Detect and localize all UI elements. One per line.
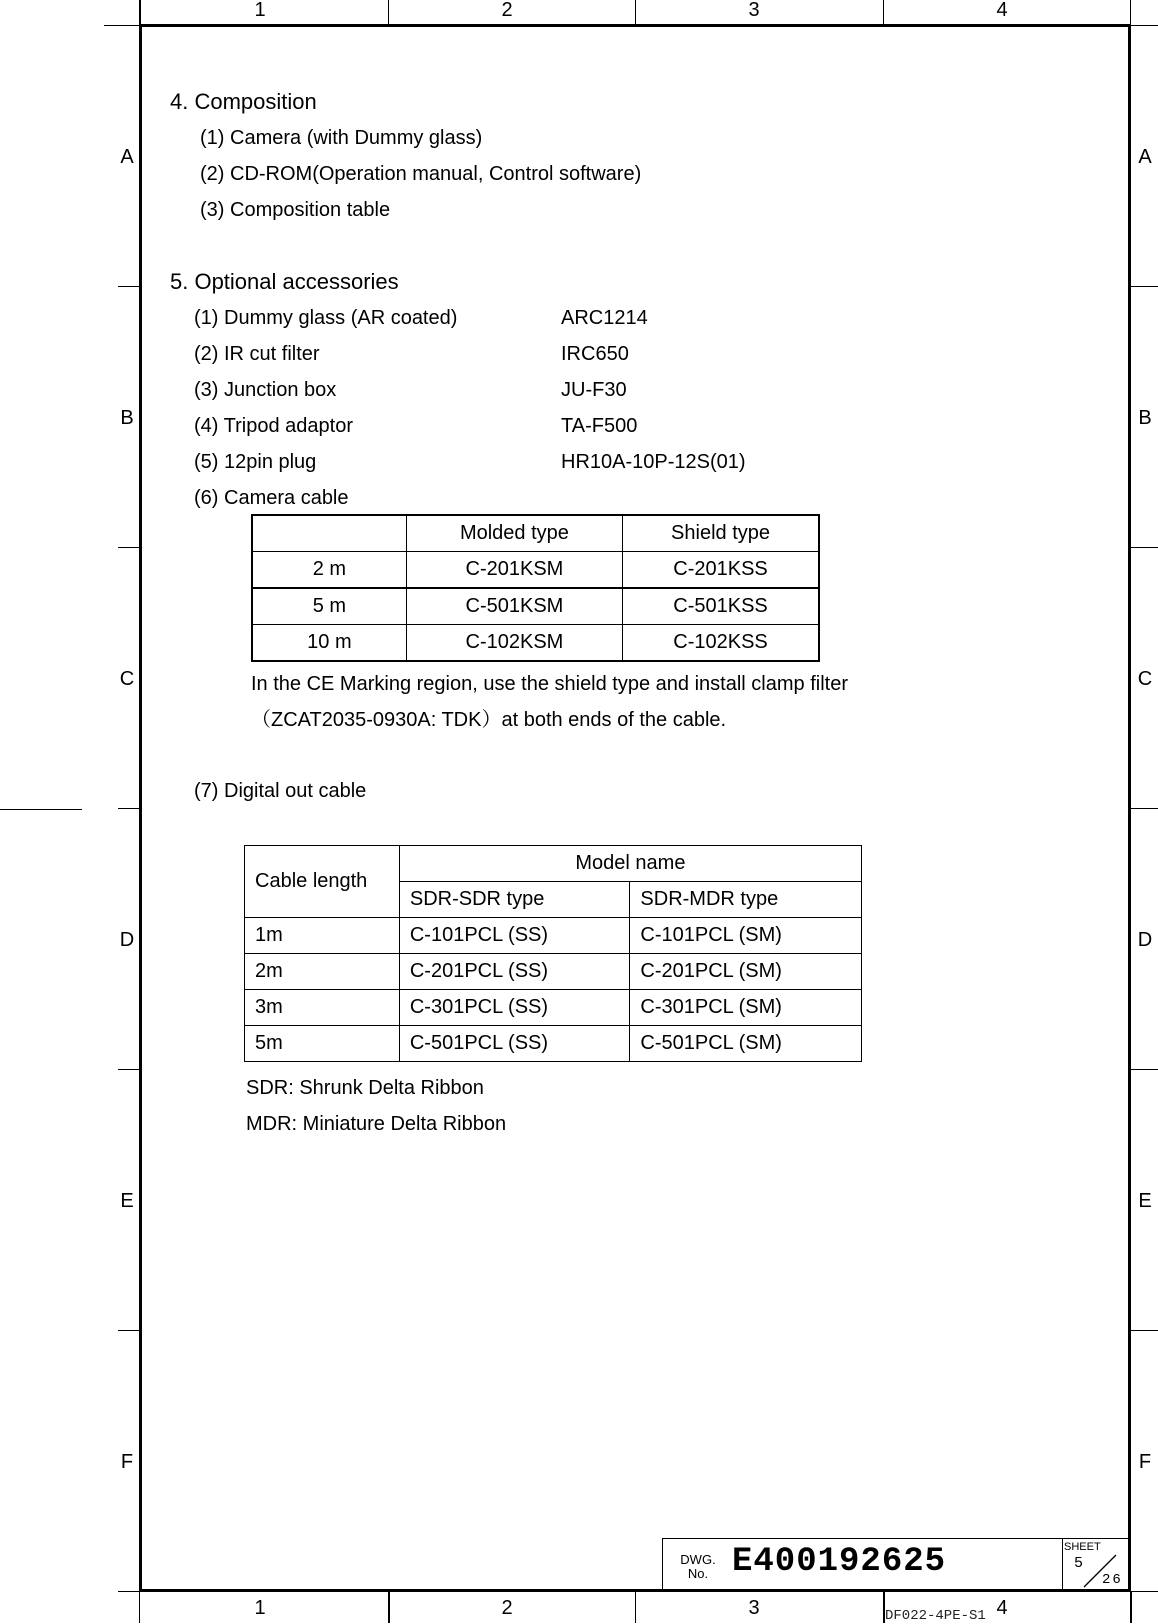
accessory-model-5: HR10A-10P-12S(01) <box>561 451 746 473</box>
ruler-tick <box>118 286 139 287</box>
ruler-tick <box>388 0 389 24</box>
table-group-header: Model name <box>399 846 861 882</box>
table-cell: 2 m <box>252 552 406 589</box>
ruler-tick <box>1130 0 1131 24</box>
sheet-total: 26 <box>1102 1572 1123 1588</box>
camera-cable-table <box>251 514 820 662</box>
table-row <box>245 1026 862 1062</box>
table-header-cell <box>252 515 406 552</box>
table-cell: C-102KSS <box>623 625 819 662</box>
table-cell: C-301PCL (SS) <box>399 990 630 1026</box>
table-header-row <box>245 846 862 882</box>
ruler-tick <box>118 1591 139 1592</box>
accessory-label-6: (6) Camera cable <box>194 487 349 509</box>
row-label-d: D <box>119 929 135 951</box>
row-label-d-right: D <box>1137 929 1153 951</box>
fold-mark <box>0 809 82 810</box>
table-cell: C-201PCL (SS) <box>399 954 630 990</box>
table-cell: 1m <box>245 918 400 954</box>
table-cell: C-102KSM <box>406 625 622 662</box>
table-cell: 3m <box>245 990 400 1026</box>
table-row <box>245 990 862 1026</box>
row-label-e: E <box>120 1190 134 1212</box>
column-label-2: 2 <box>501 0 513 21</box>
accessory-label-5: (5) 12pin plug <box>194 451 317 473</box>
accessory-model-4: TA-F500 <box>561 415 638 437</box>
row-label-f-right: F <box>1138 1451 1152 1473</box>
accessory-label-2: (2) IR cut filter <box>194 343 320 365</box>
ruler-tick <box>1131 808 1158 809</box>
ruler-tick <box>139 1592 140 1623</box>
sheet-current: 5 <box>1074 1555 1084 1572</box>
ce-note-line-1: In the CE Marking region, use the shield type and install clamp filter <box>251 673 848 695</box>
column-label-1-bottom: 1 <box>254 1597 266 1619</box>
table-cell: 5 m <box>252 588 406 625</box>
table-cell: C-201KSS <box>623 552 819 589</box>
digital-cable-label: (7) Digital out cable <box>194 780 367 802</box>
sdr-note: SDR: Shrunk Delta Ribbon <box>246 1077 484 1099</box>
table-header-cell: Molded type <box>406 515 622 552</box>
table-row <box>245 954 862 990</box>
ruler-tick <box>104 25 139 26</box>
table-cell: C-101PCL (SS) <box>399 918 630 954</box>
digital-cable-table <box>244 845 862 1062</box>
row-label-a-right: A <box>1138 146 1152 168</box>
row-label-f: F <box>120 1451 134 1473</box>
dwg-label-line1: DWG. <box>680 1552 716 1567</box>
ruler-tick <box>139 0 141 24</box>
column-label-3-bottom: 3 <box>748 1597 760 1619</box>
composition-item-1: (1) Camera (with Dummy glass) <box>200 127 483 149</box>
column-label-3: 3 <box>748 0 760 21</box>
ruler-tick <box>118 547 139 548</box>
composition-item-2: (2) CD-ROM(Operation manual, Control software) <box>200 163 642 185</box>
ruler-tick <box>1131 25 1158 26</box>
ruler-tick <box>635 0 636 24</box>
column-label-4-bottom: 4 <box>996 1597 1008 1619</box>
accessory-model-2: IRC650 <box>561 343 629 365</box>
table-cell: 2m <box>245 954 400 990</box>
drawing-frame <box>139 24 1131 1592</box>
table-header-cell: SDR-SDR type <box>399 882 630 918</box>
ruler-tick <box>1131 1330 1158 1331</box>
table-cell: 10 m <box>252 625 406 662</box>
table-header-cell: Cable length <box>245 846 400 918</box>
ruler-tick <box>118 1330 139 1331</box>
table-row <box>245 918 862 954</box>
dwg-label-line2: No. <box>687 1566 709 1581</box>
ruler-tick <box>883 0 884 24</box>
table-cell: C-501PCL (SM) <box>630 1026 862 1062</box>
table-cell: C-501KSS <box>623 588 819 625</box>
table-header-cell: SDR-MDR type <box>630 882 862 918</box>
table-row <box>252 552 819 589</box>
drawing-number: E400192625 <box>732 1543 947 1581</box>
dwg-label <box>676 1553 720 1581</box>
form-code: DF022-4PE-S1 <box>885 1608 986 1624</box>
column-label-4: 4 <box>996 0 1008 21</box>
ruler-tick <box>1130 1592 1132 1623</box>
section-4-heading: 4. Composition <box>170 89 317 114</box>
table-cell: C-301PCL (SM) <box>630 990 862 1026</box>
table-cell: C-201PCL (SM) <box>630 954 862 990</box>
ruler-tick <box>1131 1069 1158 1070</box>
accessory-label-1: (1) Dummy glass (AR coated) <box>194 307 458 329</box>
ruler-tick <box>1131 1591 1158 1592</box>
row-label-c-right: C <box>1137 668 1153 690</box>
table-header-cell: Shield type <box>623 515 819 552</box>
table-cell: 5m <box>245 1026 400 1062</box>
accessory-label-3: (3) Junction box <box>194 379 337 401</box>
ruler-tick <box>388 1592 390 1623</box>
table-cell: C-101PCL (SM) <box>630 918 862 954</box>
column-label-2-bottom: 2 <box>501 1597 513 1619</box>
accessory-model-3: JU-F30 <box>561 379 627 401</box>
table-cell: C-501PCL (SS) <box>399 1026 630 1062</box>
sheet-label: SHEET <box>1064 1541 1101 1553</box>
ruler-tick <box>118 1069 139 1070</box>
table-row <box>252 625 819 662</box>
composition-item-3: (3) Composition table <box>200 199 391 221</box>
accessory-model-1: ARC1214 <box>561 307 648 329</box>
row-label-b-right: B <box>1138 407 1152 429</box>
table-cell: C-501KSM <box>406 588 622 625</box>
table-row <box>252 588 819 625</box>
accessory-label-4: (4) Tripod adaptor <box>194 415 353 437</box>
ruler-tick <box>118 808 139 809</box>
row-label-a: A <box>120 146 134 168</box>
table-cell: C-201KSM <box>406 552 622 589</box>
row-label-e-right: E <box>1138 1190 1152 1212</box>
ruler-tick <box>1131 547 1158 548</box>
row-label-b: B <box>120 407 134 429</box>
ruler-tick <box>635 1592 636 1623</box>
ce-note-line-2: （ZCAT2035-0930A: TDK）at both ends of the cable. <box>251 709 727 731</box>
table-header-row <box>252 515 819 552</box>
row-label-c: C <box>119 668 135 690</box>
mdr-note: MDR: Miniature Delta Ribbon <box>246 1113 507 1135</box>
column-label-1: 1 <box>254 0 266 21</box>
section-5-heading: 5. Optional accessories <box>170 269 399 294</box>
ruler-tick <box>1131 286 1158 287</box>
